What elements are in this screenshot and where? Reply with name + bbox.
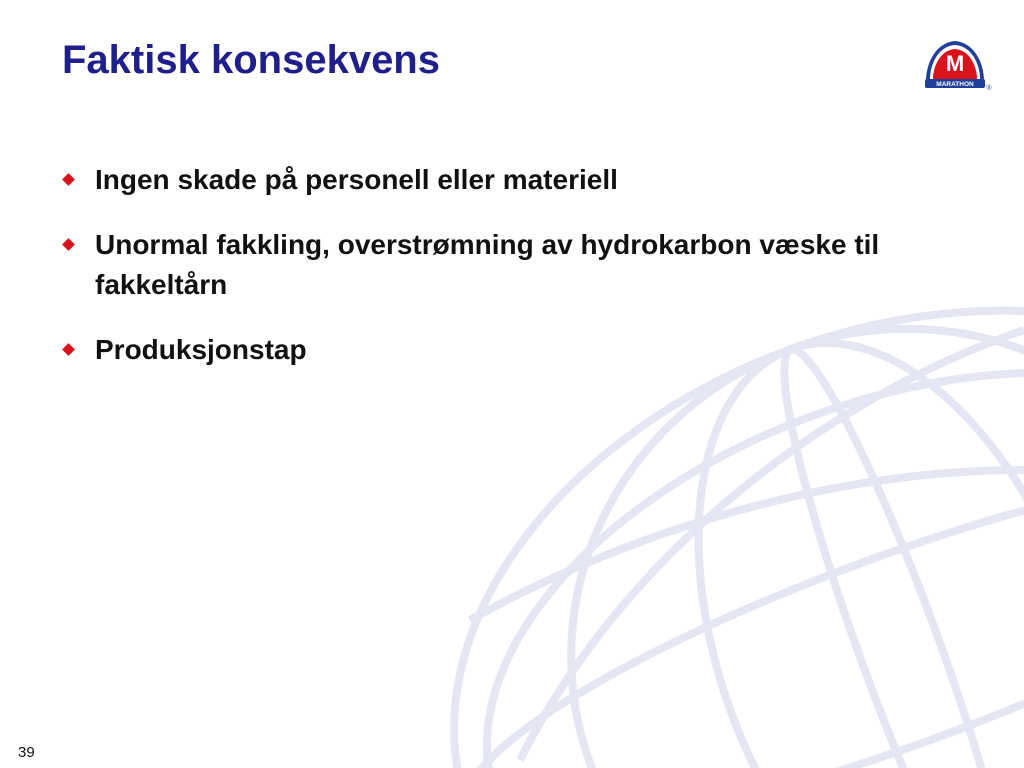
red-diamond-icon [62, 343, 75, 356]
bullet-item [64, 330, 944, 370]
red-diamond-icon [62, 173, 75, 186]
red-diamond-icon [62, 238, 75, 251]
logo-name: MARATHON [936, 81, 974, 88]
bullet-list [64, 160, 944, 395]
logo-letter: M [945, 51, 965, 76]
bullet-item [64, 225, 944, 305]
logo-registered-mark: ® [986, 85, 992, 92]
bullet-text: Ingen skade på personell eller materiell [95, 164, 618, 195]
bullet-text: Unormal fakkling, overstrømning av hydrokarbon væske til fakkeltårn [95, 229, 880, 300]
slide-title: Faktisk konsekvens [62, 38, 440, 82]
marathon-logo [918, 36, 994, 94]
page-number: 39 [18, 744, 35, 761]
bullet-item [64, 160, 944, 200]
bullet-text: Produksjonstap [95, 334, 307, 365]
